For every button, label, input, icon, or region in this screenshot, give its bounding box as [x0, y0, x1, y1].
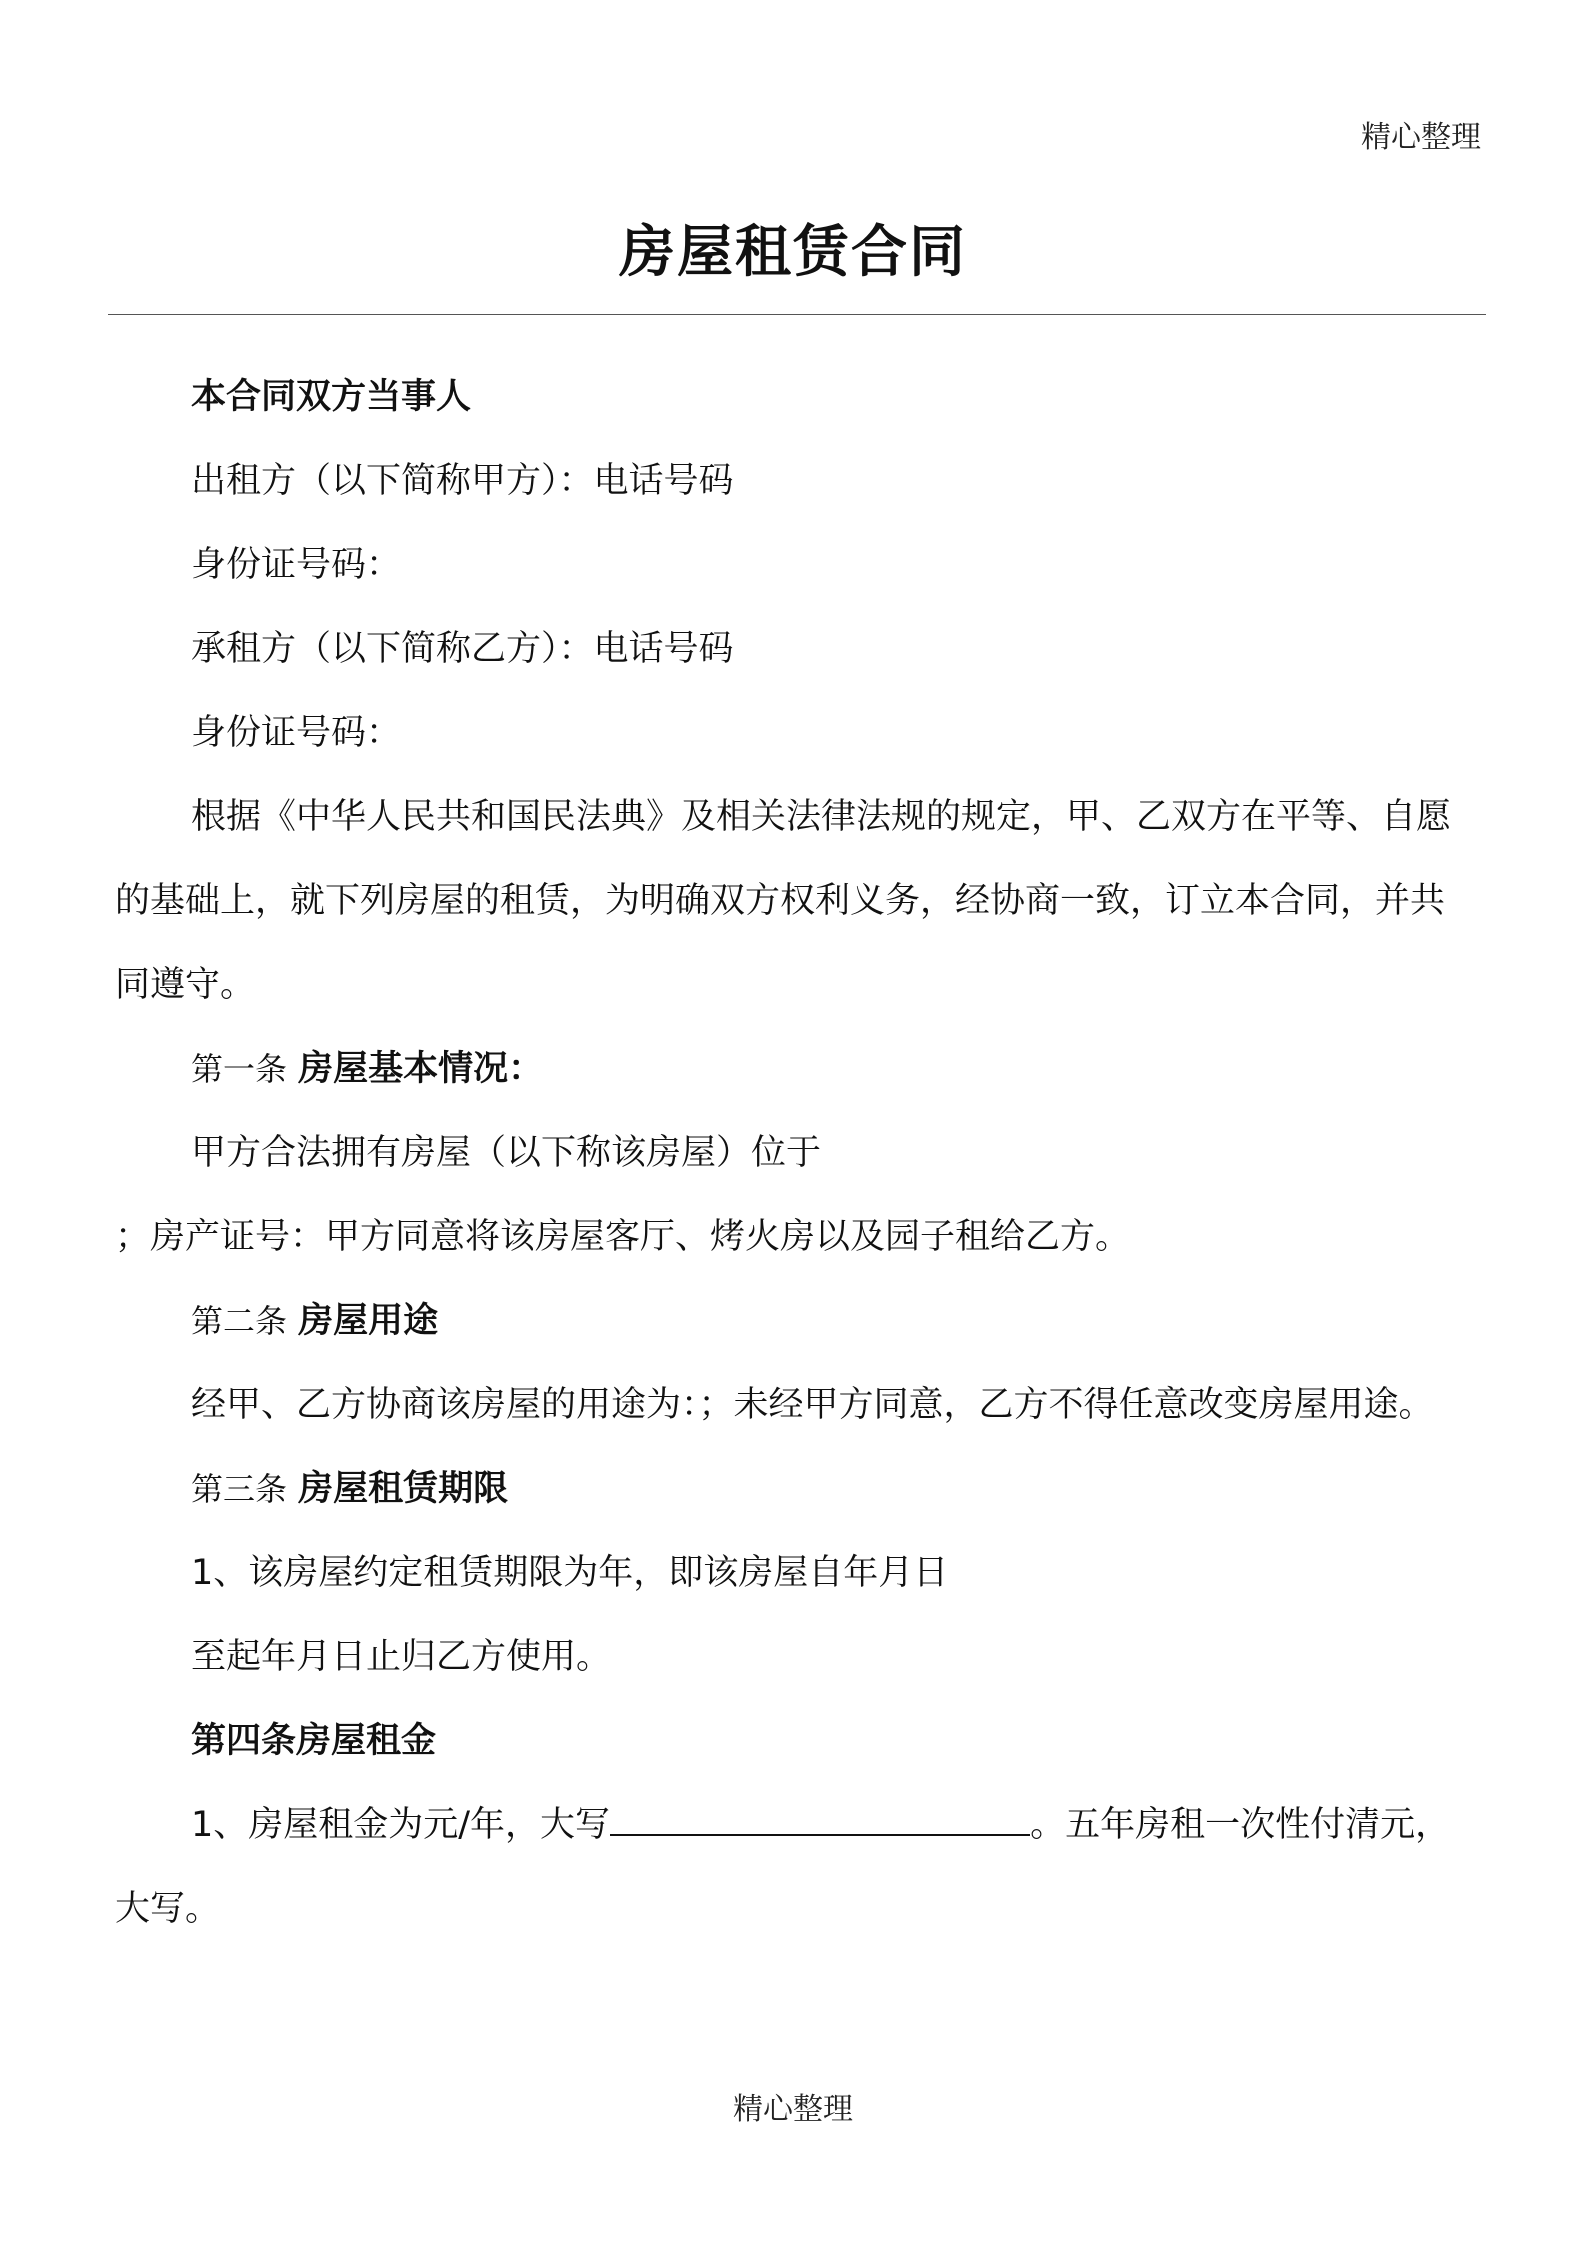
article-2-title: 房屋用途: [298, 1301, 439, 1341]
lessee-line: 承租方（以下简称乙方）：电话号码: [191, 629, 734, 669]
amount-blank-line: [610, 1806, 1030, 1836]
lessor-line: 出租方（以下简称甲方）：电话号码: [191, 461, 734, 501]
document-title: 房屋租赁合同: [619, 220, 967, 285]
article-2-text: 经甲、乙方协商该房屋的用途为：；未经甲方同意，乙方不得任意改变房屋用途。: [191, 1385, 1434, 1425]
title-divider: [108, 314, 1486, 315]
preamble-paragraph: 根据《中华人民共和国民法典》及相关法律法规的规定，甲、乙双方在平等、自愿的基础上，就下列房屋的租赁，为明确双方权利义务，经协商一致，订立本合同，并共同遵守。: [115, 797, 1452, 1005]
article-3-number: 第三条: [191, 1470, 288, 1508]
document-body: [115, 355, 1475, 1951]
header-note: 精心整理: [1361, 120, 1481, 155]
article-2-number: 第二条: [191, 1302, 288, 1340]
lessor-id-line: 身份证号码：: [191, 545, 402, 585]
article-3-line-2: 至起年月日止归乙方使用。: [191, 1637, 612, 1677]
article-1-number: 第一条: [191, 1050, 288, 1088]
footer-note: 精心整理: [733, 2092, 853, 2127]
lessee-id-line: 身份证号码：: [191, 713, 402, 753]
article-1-heading: [115, 1027, 1475, 1111]
article-3-line-1: 1、该房屋约定租赁期限为年，即该房屋自年月日: [191, 1553, 949, 1593]
article-4-text-before: 1、房屋租金为元/年，大写: [191, 1805, 611, 1845]
article-2-heading: [115, 1279, 1475, 1363]
article-1-line-1: 甲方合法拥有房屋（以下称该房屋）位于: [191, 1133, 822, 1173]
article-1-line-2: ；房产证号：甲方同意将该房屋客厅、烤火房以及园子租给乙方。: [115, 1217, 1131, 1257]
article-4-heading: 第四条房屋租金: [191, 1721, 437, 1761]
parties-heading: 本合同双方当事人: [191, 377, 472, 417]
article-3-heading: [115, 1447, 1475, 1531]
article-3-title: 房屋租赁期限: [298, 1469, 509, 1509]
article-4-text-after: 。五年房租一次性付清元，大写。: [115, 1805, 1451, 1929]
article-1-title: 房屋基本情况：: [298, 1049, 544, 1089]
article-4-text: [115, 1783, 1475, 1951]
